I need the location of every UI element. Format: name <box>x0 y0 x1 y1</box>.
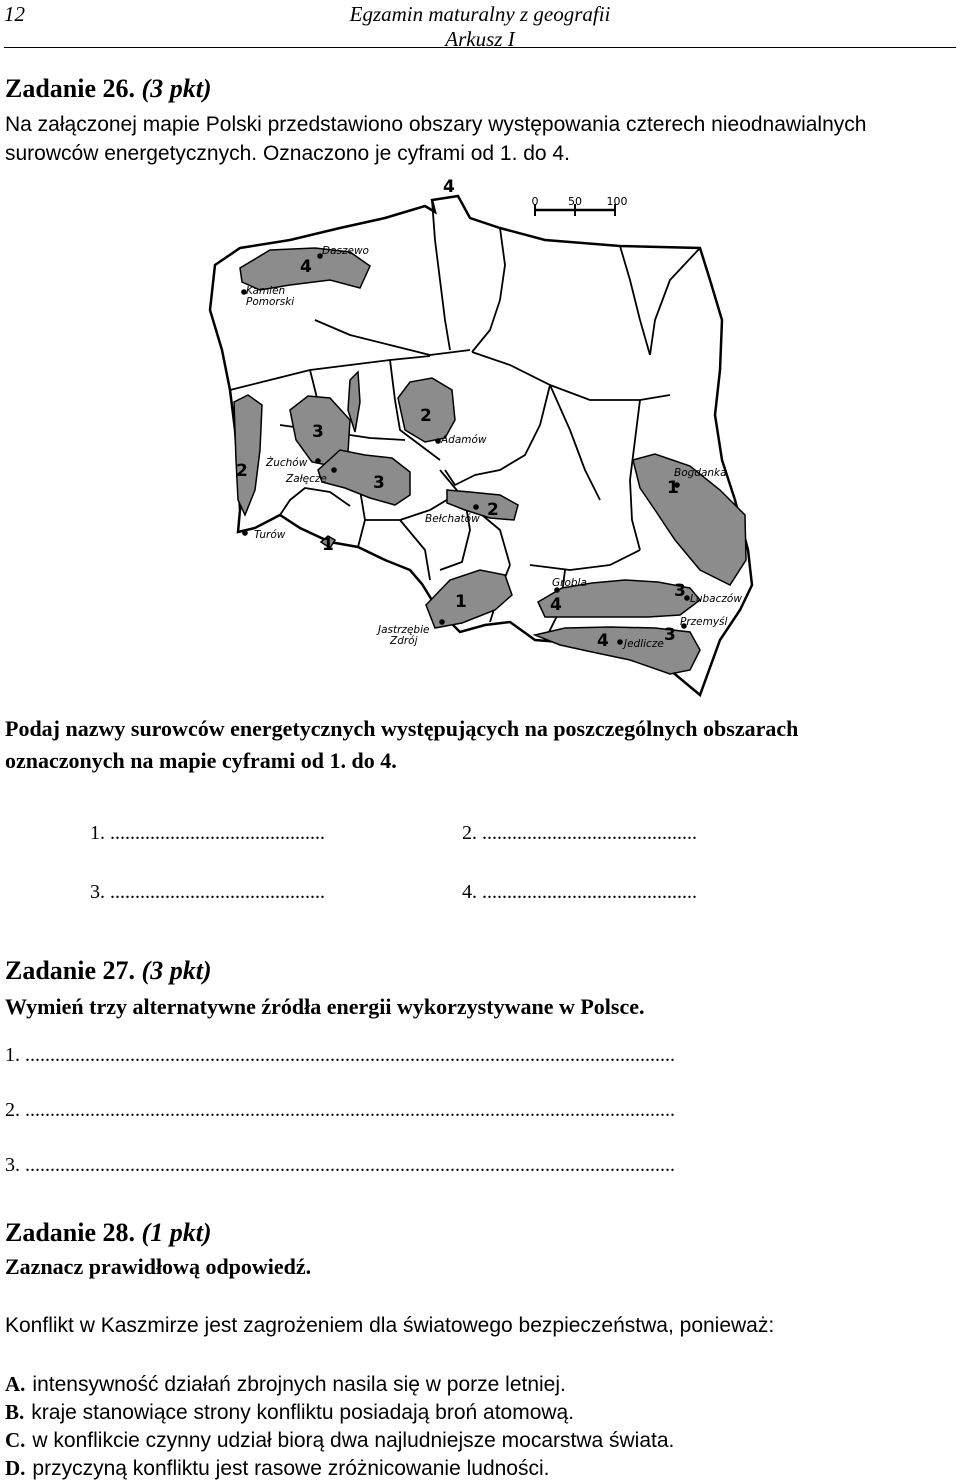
task27-title: Zadanie 27. (3 pkt) <box>5 956 212 985</box>
label-kamien-2: Pomorski <box>246 296 295 308</box>
task28-option-d[interactable]: D. przyczyną konfliktu jest rasowe zróżnicowanie ludności. <box>5 1456 550 1480</box>
label-daszewo: Daszewo <box>322 245 369 257</box>
task28-question: Konflikt w Kaszmirze jest zagrożeniem dla światowego bezpieczeństwa, ponieważ: <box>5 1314 775 1337</box>
label-adamow: Adamów <box>441 434 487 446</box>
task26-answer-2[interactable]: 2. ........................................... <box>462 822 697 844</box>
task26-title: Zadanie 26. (3 pkt) <box>5 74 212 103</box>
poland-deposits-map <box>200 170 760 700</box>
label-turow: Turów <box>254 529 286 541</box>
task26-intro-line2: surowców energetycznych. Oznaczono je cyframi od 1. do 4. <box>5 142 570 165</box>
task28-option-b[interactable]: B. kraje stanowiące strony konfliktu posiadają broń atomową. <box>5 1400 575 1424</box>
digit-3-lubaczow: 3 <box>674 581 686 601</box>
label-bogdanka: Bogdanka <box>674 467 727 479</box>
digit-4-sea: 4 <box>443 177 455 197</box>
digit-4-grobla: 4 <box>550 595 562 615</box>
scale-label-50: 50 <box>568 195 582 208</box>
digit-1-silesia: 1 <box>455 592 467 612</box>
digit-1-bogdanka: 1 <box>667 478 679 498</box>
task26-answer-1[interactable]: 1. ........................................... <box>90 822 325 844</box>
digit-3-nw: 3 <box>312 422 324 442</box>
task26-question-line1: Podaj nazwy surowców energetycznych występujących na poszczególnych obszarach <box>5 716 799 741</box>
label-jedlicze: Jedlicze <box>624 638 664 650</box>
digit-2-west: 2 <box>236 461 248 481</box>
task28-title: Zadanie 28. (1 pkt) <box>5 1218 212 1247</box>
task26-answer-4[interactable]: 4. ........................................... <box>462 881 697 903</box>
task28-option-a[interactable]: A. intensywność działań zbrojnych nasila się w porze letniej. <box>5 1372 566 1396</box>
exam-title-line2: Arkusz I <box>445 27 515 51</box>
task28-option-c[interactable]: C. w konflikcie czynny udział biorą dwa najludniejsze mocarstwa świata. <box>5 1428 675 1452</box>
label-zuchow: Żuchów <box>266 457 308 469</box>
task27-answer-1[interactable]: 1. .................................................................................................................................. <box>5 1044 675 1066</box>
task26-intro-line1: Na załączonej mapie Polski przedstawiono obszary występowania czterech nieodnawialnych <box>5 113 867 136</box>
label-lubaczow: Lubaczów <box>690 593 742 605</box>
task28-instruction: Zaznacz prawidłową odpowiedź. <box>5 1254 312 1279</box>
digit-4-jedlicze: 4 <box>597 631 609 651</box>
page-number: 12 <box>4 2 25 26</box>
task27-answer-2[interactable]: 2. .................................................................................................................................. <box>5 1099 675 1121</box>
label-zalecze: Załęcze <box>286 473 327 485</box>
page-header <box>0 0 960 51</box>
digit-2-adamow: 2 <box>420 406 432 426</box>
label-kamien-1: Kamień <box>246 285 286 297</box>
label-przemysl: Przemyśl <box>680 616 728 628</box>
task27-question: Wymień trzy alternatywne źródła energii wykorzystywane w Polsce. <box>5 994 645 1019</box>
exam-title-line1: Egzamin maturalny z geografii <box>349 2 611 26</box>
task26-answer-3[interactable]: 3. ........................................... <box>90 881 325 903</box>
task27-answer-3[interactable]: 3. .................................................................................................................................. <box>5 1154 675 1176</box>
label-grobla: Grobla <box>552 577 587 589</box>
label-belchatow: Bełchatów <box>425 513 480 525</box>
label-jastrzebie-1: Jastrzębie <box>378 624 430 636</box>
label-jastrzebie-2: Zdrój <box>390 635 418 647</box>
digit-1-sw: 1 <box>322 535 334 555</box>
digit-3-centre: 3 <box>373 473 385 493</box>
scale-bar <box>532 195 628 216</box>
scale-label-100: 100 <box>606 195 628 208</box>
header-rule <box>4 47 956 48</box>
task26-question-line2: oznaczonych na mapie cyframi od 1. do 4. <box>5 748 397 773</box>
digit-3-przemysl: 3 <box>664 625 676 645</box>
digit-4-pomorze: 4 <box>300 257 312 277</box>
digit-2-belchatow: 2 <box>487 500 499 520</box>
scale-label-0: 0 <box>531 195 539 208</box>
exam-title <box>0 2 960 52</box>
